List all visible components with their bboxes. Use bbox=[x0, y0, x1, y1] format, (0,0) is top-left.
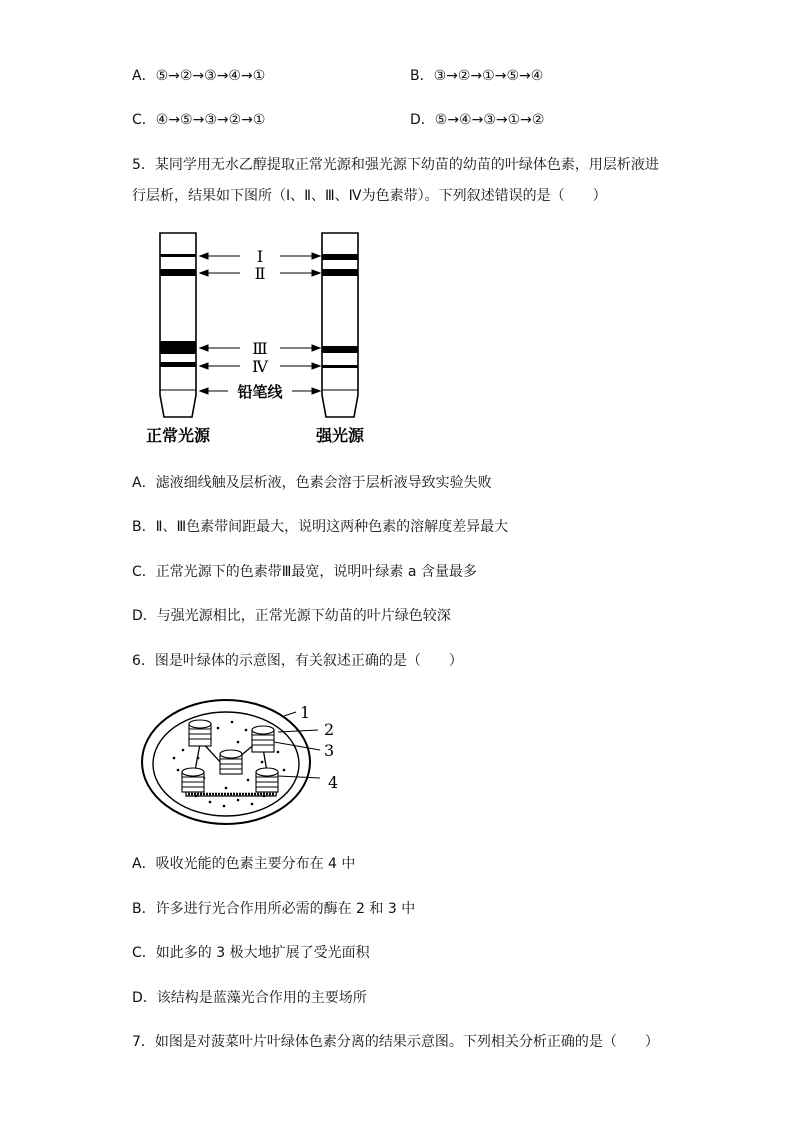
left-tube-caption: 正常光源 bbox=[145, 426, 211, 445]
q4-option-a: A．⑤→②→③→④→① bbox=[132, 68, 266, 84]
band-label-1: Ⅰ bbox=[256, 247, 264, 266]
q6-option-d: D．该结构是蓝藻光合作用的主要场所 bbox=[132, 990, 367, 1006]
q5-option-a: A．滤液细线触及层析液，色素会溶于层析液导致实验失败 bbox=[132, 475, 492, 491]
chloroplast-figure bbox=[138, 692, 358, 832]
q4-option-b: B．③→②→①→⑤→④ bbox=[410, 68, 544, 84]
q7-stem: 7．如图是对菠菜叶片叶绿体色素分离的结果示意图。下列相关分析正确的是（ ） bbox=[132, 1034, 659, 1050]
q5-stem-line2: 行层析，结果如下图所（Ⅰ、Ⅱ、Ⅲ、Ⅳ为色素带）。下列叙述错误的是（ ） bbox=[132, 188, 607, 204]
band-label-2: Ⅱ bbox=[254, 264, 266, 283]
chloroplast-label-2: 2 bbox=[324, 720, 335, 739]
q4-option-d: D．⑤→④→③→①→② bbox=[410, 112, 545, 128]
chloroplast-label-3: 3 bbox=[324, 741, 335, 760]
band-label-3: Ⅲ bbox=[252, 339, 268, 358]
q5-option-d: D．与强光源相比，正常光源下幼苗的叶片绿色较深 bbox=[132, 608, 451, 624]
q6-option-c: C．如此多的 3 极大地扩展了受光面积 bbox=[132, 945, 370, 961]
chromatography-figure bbox=[130, 225, 390, 450]
q6-option-a: A．吸收光能的色素主要分布在 4 中 bbox=[132, 856, 356, 872]
right-tube bbox=[322, 233, 358, 417]
q6-option-b: B．许多进行光合作用所必需的酶在 2 和 3 中 bbox=[132, 901, 416, 917]
chloroplast-label-1: 1 bbox=[300, 703, 311, 722]
pencil-line-label: 铅笔线 bbox=[237, 383, 283, 401]
left-tube bbox=[160, 233, 196, 417]
q6-stem: 6．图是叶绿体的示意图，有关叙述正确的是（ ） bbox=[132, 653, 463, 669]
q5-option-b: B．Ⅱ、Ⅲ色素带间距最大，说明这两种色素的溶解度差异最大 bbox=[132, 519, 509, 535]
chloroplast-label-4: 4 bbox=[328, 773, 339, 792]
q4-option-c: C．④→⑤→③→②→① bbox=[132, 112, 266, 128]
band-label-4: Ⅳ bbox=[252, 357, 268, 376]
q5-option-c: C．正常光源下的色素带Ⅲ最宽，说明叶绿素 a 含量最多 bbox=[132, 564, 477, 580]
right-tube-caption: 强光源 bbox=[315, 426, 365, 445]
q5-stem-line1: 5．某同学用无水乙醇提取正常光源和强光源下幼苗的幼苗的叶绿体色素，用层析液进 bbox=[132, 157, 659, 173]
